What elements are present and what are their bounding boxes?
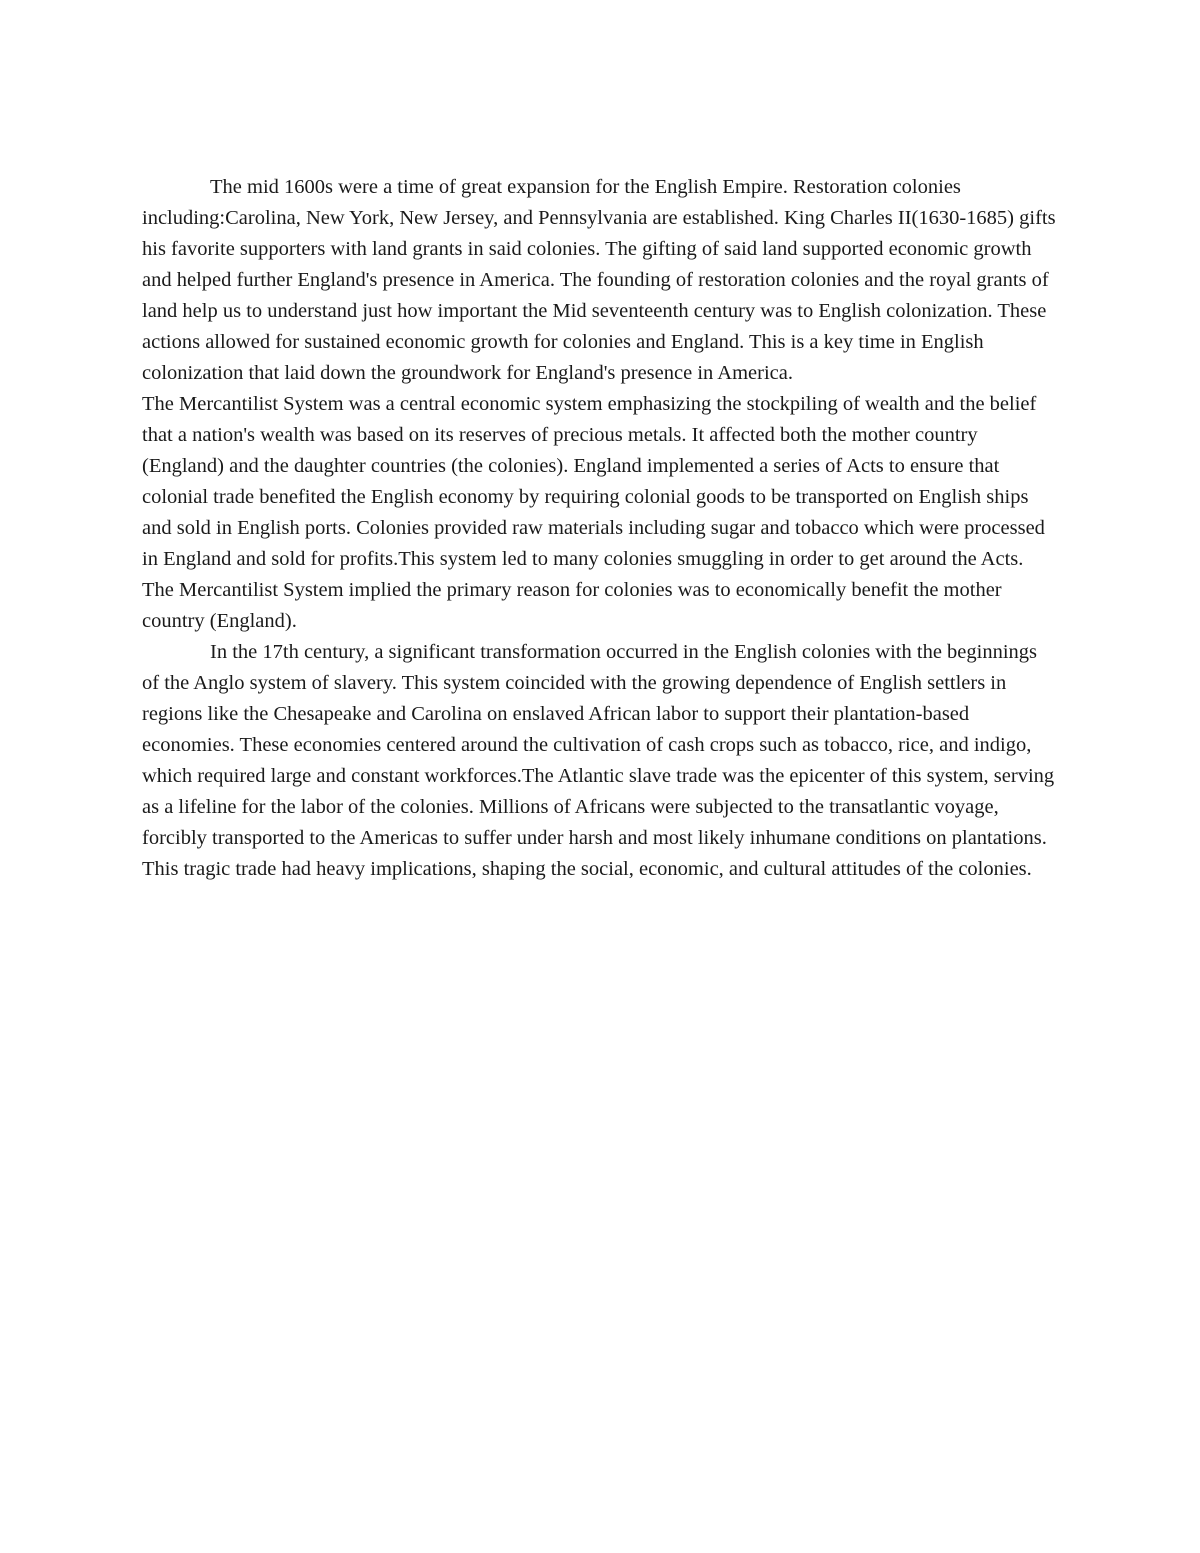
document-body — [142, 172, 1056, 885]
paragraph-restoration-colonies: The mid 1600s were a time of great expansion for the English Empire. Restoration colonies including:Carolina, New York, New Jersey, and Pennsylvania are established. King Charles II(1630-1685) gifts his favorite supporters with land grants in said colonies. The gifting of said land supported economic growth and helped further England's presence in America. The founding of restoration colonies and the royal grants of land help us to understand just how important the Mid seventeenth century was to English colonization. These actions allowed for sustained economic growth for colonies and England. This is a key time in English colonization that laid down the groundwork for England's presence in America. — [142, 176, 1056, 384]
paragraph-anglo-slavery: In the 17th century, a significant transformation occurred in the English colonies with the beginnings of the Anglo system of slavery. This system coincided with the growing dependence of English settlers in regions like the Chesapeake and Carolina on enslaved African labor to support their plantation-based economies. These economies centered around the cultivation of cash crops such as tobacco, rice, and indigo, which required large and constant workforces.The Atlantic slave trade was the epicenter of this system, serving as a lifeline for the labor of the colonies. Millions of Africans were subjected to the transatlantic voyage, forcibly transported to the Americas to suffer under harsh and most likely inhumane conditions on plantations. This tragic trade had heavy implications, shaping the social, economic, and cultural attitudes of the colonies. — [142, 641, 1055, 880]
paragraph-mercantilist-system: The Mercantilist System was a central economic system emphasizing the stockpiling of wealth and the belief that a nation's wealth was based on its reserves of precious metals. It affected both the mother country (England) and the daughter countries (the colonies). England implemented a series of Acts to ensure that colonial trade benefited the English economy by requiring colonial goods to be transported on English ships and sold in English ports. Colonies provided raw materials including sugar and tobacco which were processed in England and sold for profits.This system led to many colonies smuggling in order to get around the Acts. The Mercantilist System implied the primary reason for colonies was to economically benefit the mother country (England). — [142, 393, 1045, 632]
